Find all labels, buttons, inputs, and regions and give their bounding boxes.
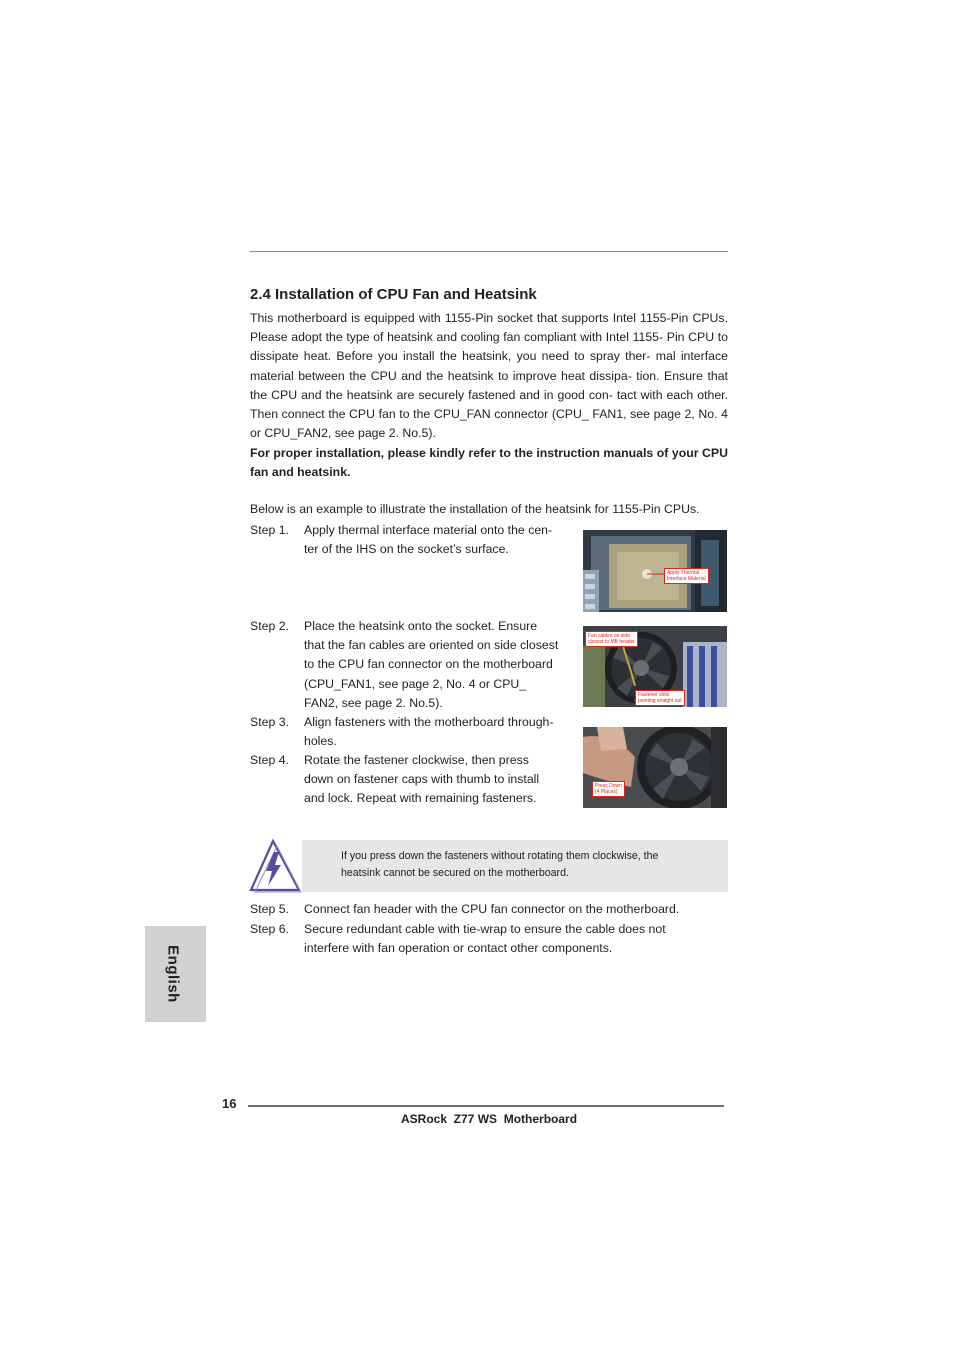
step-line: (CPU_FAN1, see page 2, No. 4 or CPU_ xyxy=(304,676,527,691)
bold-line: For proper installation, please kindly refer to the instruction manuals of your xyxy=(250,446,699,460)
note-line: heatsink cannot be secured on the motherboard. xyxy=(341,867,569,879)
step-label: Step 2. xyxy=(250,619,289,633)
thermal-material-callout: Apply Thermal Interface Material xyxy=(664,568,709,584)
heatsink-placement-photo xyxy=(583,626,727,707)
step-line: that the fan cables are oriented on side closest xyxy=(304,638,559,653)
bold-line: CPU fan and heatsink. xyxy=(250,446,729,480)
step-line: holes. xyxy=(304,734,337,749)
installation-warning-paragraph xyxy=(250,444,728,482)
step-line: and lock. Repeat with remaining fasteners. xyxy=(304,791,537,806)
note-text xyxy=(341,848,711,882)
intro-paragraph xyxy=(250,309,728,443)
intro-line: mal interface material between the CPU and the heatsink to improve heat dissipa- xyxy=(250,349,728,383)
step-line: interfere with fan operation or contact other components. xyxy=(304,941,613,956)
note-line: If you press down the fasteners without rotating them clockwise, the xyxy=(341,850,659,862)
step-line: Apply thermal interface material onto the cen- xyxy=(304,523,553,537)
fastener-press-photo xyxy=(583,727,727,808)
step-line: ter of the IHS on the socket’s surface. xyxy=(304,542,509,557)
intro-line: tion. Ensure that the CPU and the heatsink are securely fastened and in good con- xyxy=(250,368,728,402)
step-line: down on fastener caps with thumb to install xyxy=(304,772,540,787)
footer-product-title: ASRock Z77 WS Motherboard xyxy=(401,1112,578,1126)
step-label: Step 6. xyxy=(250,922,289,936)
header-rule xyxy=(250,251,728,252)
step-line: to the CPU fan connector on the motherboard xyxy=(304,657,553,672)
footer-rule xyxy=(248,1105,724,1107)
step-line: Rotate the fastener clockwise, then press xyxy=(304,753,529,767)
step-line: Place the heatsink onto the socket. Ensure xyxy=(304,619,538,633)
step-label: Step 1. xyxy=(250,523,289,537)
example-intro: Below is an example to illustrate the installation of the heatsink for 1155-Pin CPUs. xyxy=(250,502,700,516)
step-label: Step 3. xyxy=(250,715,289,729)
step-line: Align fasteners with the motherboard through- xyxy=(304,715,554,729)
step-line: FAN2, see page 2. No.5). xyxy=(304,695,443,710)
intro-line: CPUs. Please adopt the type of heatsink and cooling fan compliant with Intel 1155- xyxy=(250,311,728,345)
language-label: English xyxy=(164,945,182,1003)
step-label: Step 4. xyxy=(250,753,289,767)
press-down-callout: Press Down (4 Places) xyxy=(592,781,625,797)
intro-line: tact with each other. Then connect the CPU fan to the CPU_FAN connector (CPU_ xyxy=(250,387,729,422)
warning-icon xyxy=(249,838,305,894)
section-title: 2.4 Installation of CPU Fan and Heatsink xyxy=(250,286,537,303)
fan-cable-callout: Fan cables on side closest to MB header xyxy=(585,631,638,647)
intro-line: Pin CPU to dissipate heat. Before you install the heatsink, you need to spray ther- xyxy=(250,330,728,364)
step-label: Step 5. xyxy=(250,902,289,916)
step-line: Secure redundant cable with tie-wrap to ensure the cable does not xyxy=(304,922,666,936)
language-side-tab xyxy=(145,926,206,1022)
thermal-paste-photo xyxy=(583,530,727,612)
intro-line: This motherboard is equipped with 1155-Pin socket that supports Intel 1155-Pin xyxy=(250,311,689,325)
page-number: 16 xyxy=(222,1096,237,1111)
intro-line: FAN1, see page 2, No. 4 or CPU_FAN2, see page 2. No.5). xyxy=(250,407,729,441)
step-line: Connect fan header with the CPU fan connector on the motherboard. xyxy=(304,902,680,916)
fastener-slots-callout: Fastener slots pointing straight out xyxy=(635,690,685,706)
